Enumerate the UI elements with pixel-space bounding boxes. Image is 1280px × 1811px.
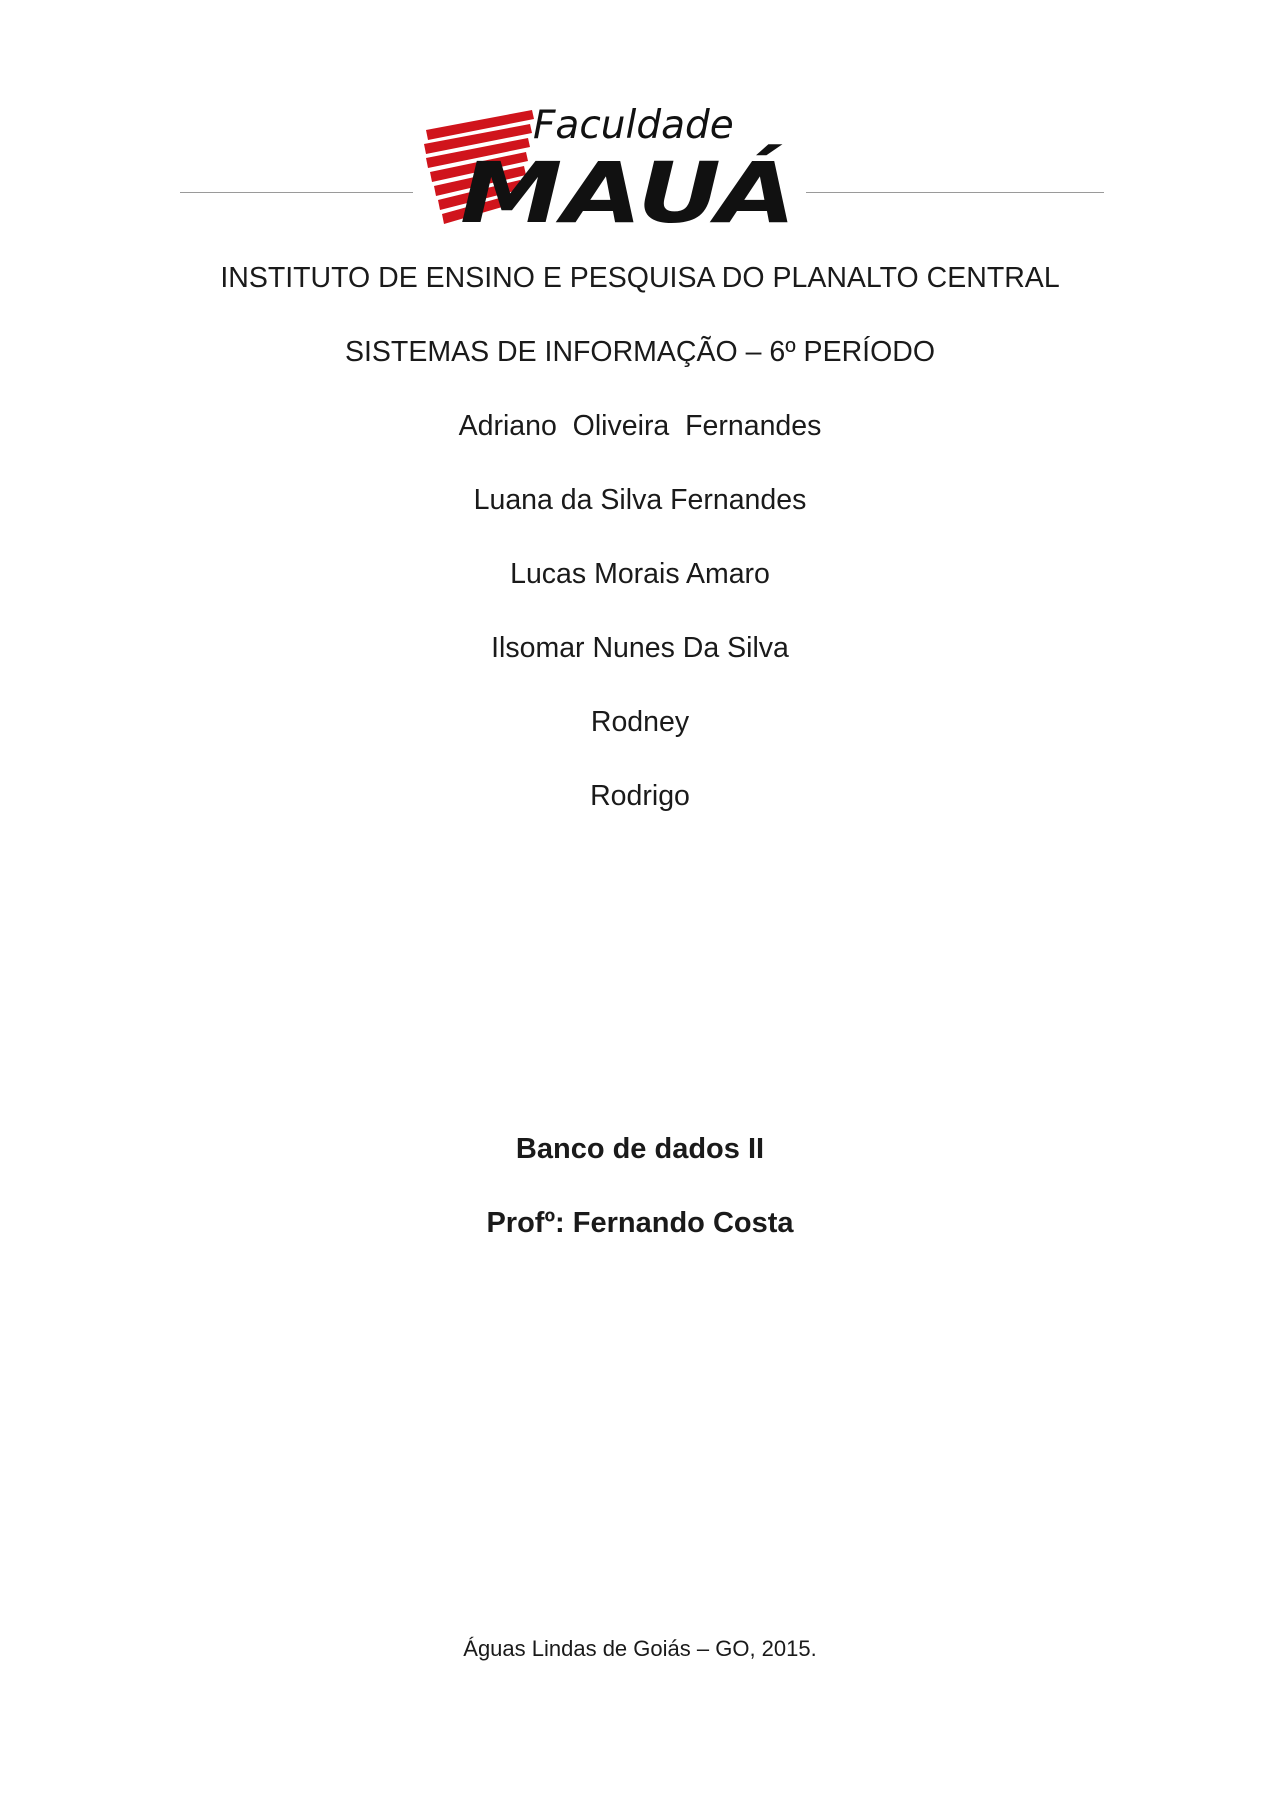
institution-name: INSTITUTO DE ENSINO E PESQUISA DO PLANALTO CENTRAL [220,262,1060,294]
faculdade-maua-logo [416,100,800,232]
author-name: Adriano Oliveira Fernandes [458,410,822,442]
subject-title: Banco de dados II [515,1133,765,1165]
header-logo [180,100,1104,232]
author-name: Lucas Morais Amaro [510,558,770,590]
course-name: SISTEMAS DE INFORMAÇÃO – 6º PERÍODO [344,336,935,368]
author-name: Luana da Silva Fernandes [473,484,807,516]
professor-name: Profº: Fernando Costa [486,1207,794,1239]
author-name: Ilsomar Nunes Da Silva [491,632,789,664]
author-name: Rodrigo [590,780,690,812]
author-name: Rodney [590,706,690,738]
logo-maua-text: MAUÁ [460,144,796,232]
header-rule-right [806,192,1104,193]
header-rule-left [180,192,413,193]
logo-faculdade-text: Faculdade [533,103,734,148]
location-date: Águas Lindas de Goiás – GO, 2015. [463,1636,817,1661]
